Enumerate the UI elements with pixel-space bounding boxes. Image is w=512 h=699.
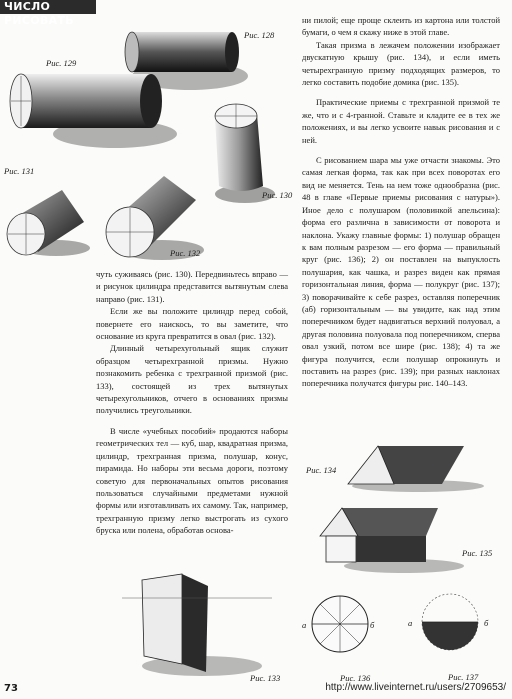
right-paragraph-4: С рисованием шара мы уже отчасти знакомы. Это самая легкая форма, так как при всех поворотах его вид не меняется. Тень на нем тоже однообразна (рис. 48 в главе «Первые приемы рисования с натуры»). Иное дело с полушаром (половинкой апельсина): форма его различна в зависимости от поворота и наклона. Укажу главные формы: 1) полушар обращен к вам полным разрезом — его форма — правильный круг (рис. 136); 2) он поставлен на выпуклость полушария, как чашка, и разрез виден как прямая горизонтальная линия, форма — полукруг (рис. 137); 3) поворачивайте к себе разрез, оставляя поперечник (аб) горизонтальным — вы увидите, как над этим поперечником будет надвигаться верхний полуовал, а другая половина полуовала под поперечником, сперва овал узкий, потом все шире (рис. 138); 4) та же фигура получится, если полушар опрокинуть и поставить на разрез (рис. 139); при разных наклонах поперечника получатся фигуры рис. 140–143. xyxy=(302,155,500,389)
watermark-url: http://www.liveinternet.ru/users/2709653/ xyxy=(325,682,506,693)
running-header: ЧИСЛО РИСОВАТЬ xyxy=(0,0,96,14)
page-number: 73 xyxy=(4,683,18,694)
figure-133-triangular-prism xyxy=(122,568,272,683)
caption-fig-136: Рис. 136 xyxy=(340,673,371,683)
left-text-column xyxy=(96,268,288,537)
left-paragraph-4: В числе «учебных пособий» продаются наборы геометрических тел — куб, шар, квадратная призма, цилиндр, трехгранная призма, полушар, конус, пирамида. Но наборы эти весьма дороги, поэтому советую для первоначальных опытов рисования пользоваться случайными предметами нужной формы или изготавливать их самому. Так, например, трехгранную призму легко выстрогать из сухого бруска или полена, обработав основа- xyxy=(96,425,288,536)
caption-fig-128: Рис. 128 xyxy=(244,30,275,40)
caption-fig-135: Рис. 135 xyxy=(462,548,493,558)
figure-129-cylinder xyxy=(5,62,180,154)
figure-137-hemisphere-bowl xyxy=(410,590,490,662)
caption-fig-133: Рис. 133 xyxy=(250,673,281,683)
caption-fig-132: Рис. 132 xyxy=(170,248,201,258)
caption-fig-130: Рис. 130 xyxy=(262,190,293,200)
caption-fig-129: Рис. 129 xyxy=(46,58,77,68)
label-a-fig-137: а xyxy=(408,618,413,628)
caption-fig-134: Рис. 134 xyxy=(306,465,337,475)
caption-fig-131: Рис. 131 xyxy=(4,166,35,176)
left-paragraph-3: Длинный четырехугольный ящик служит образцом четырехгранной призмы. Нужно познакомить ребенка с трехгранной призмой (рис. 133), состоящей из трех вытянутых четырехугольников, отчего в основаниях призмы получились треугольники. xyxy=(96,343,288,416)
figure-136-hemisphere-cut xyxy=(300,590,378,658)
label-b-fig-137: б xyxy=(484,618,489,628)
label-a-fig-136: а xyxy=(302,620,307,630)
figure-135-house xyxy=(314,500,464,575)
right-paragraph-2: Такая призма в лежачем положении изображает двускатную крышу (рис. 134), и если иметь четырехгранную призму подходящих размеров, то легко составить подобие домика (рис. 135). xyxy=(302,39,500,88)
figure-131-cylinder xyxy=(4,172,94,262)
left-paragraph-2: Если же вы положите цилиндр перед собой, повернете его наискось, то вы заметите, что основание из круга превратится в овал (рис. 132). xyxy=(96,306,288,342)
caption-fig-137: Рис. 137 xyxy=(448,672,479,682)
right-paragraph-1: ни пилой; еще проще склеить из картона или толстой бумаги, о чем я скажу ниже в этой главе. xyxy=(302,15,500,38)
figure-134-roof-prism xyxy=(338,440,488,495)
left-paragraph-1: чуть суживаясь (рис. 130). Передвиньтесь вправо — и рисунок цилиндра представится вытянутым слева направо (рис. 131). xyxy=(96,269,288,304)
right-paragraph-3: Практические приемы с трехгранной призмой те же, что и с 4-гранной. Ставьте и кладите ее в тех же положениях, и вы легко усвоите навык рисования и с ней. xyxy=(302,97,500,145)
right-text-column xyxy=(302,14,500,390)
label-b-fig-136: б xyxy=(370,620,375,630)
